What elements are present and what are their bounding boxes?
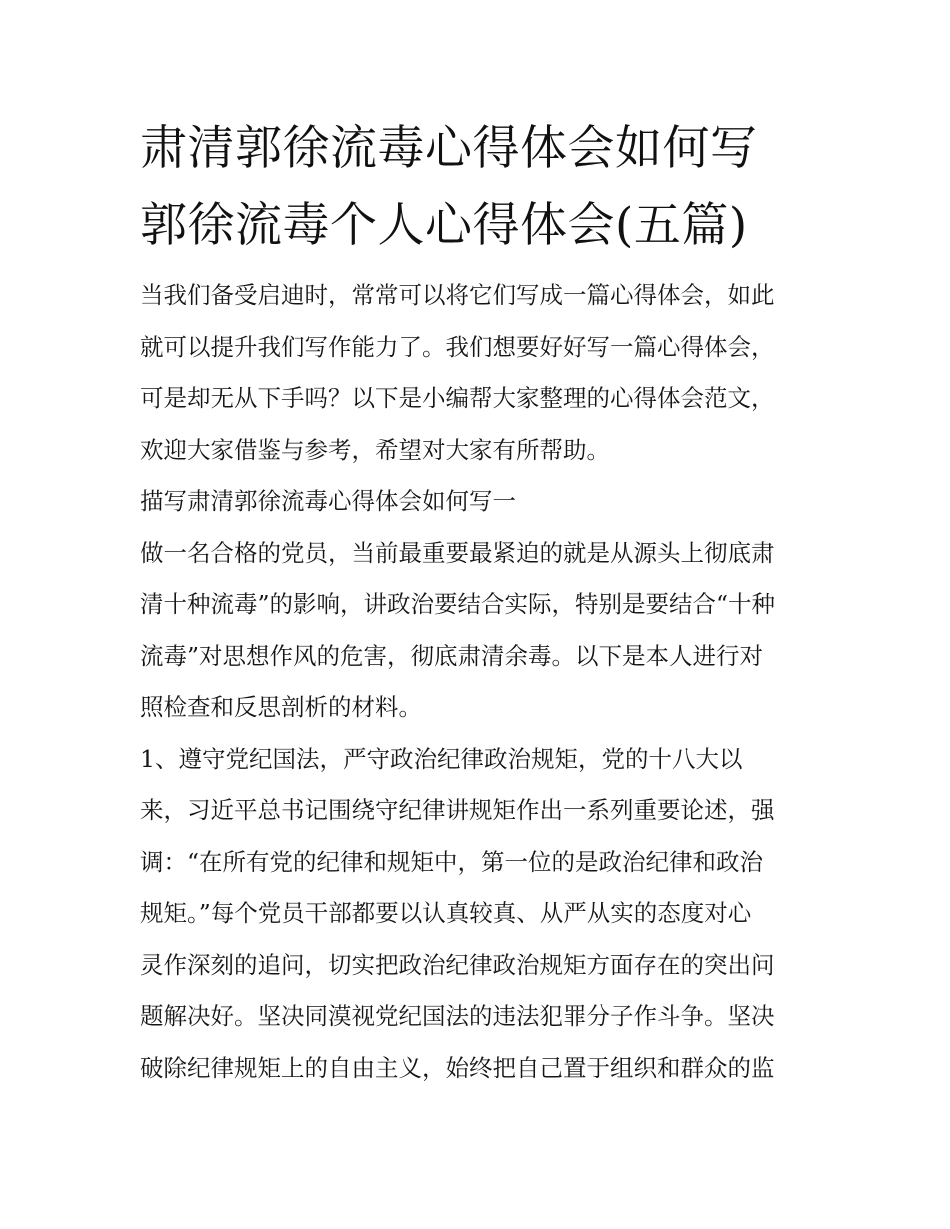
paragraph-line: 题解决好。坚决同漠视党纪国法的违法犯罪分子作斗争。坚决: [140, 1002, 775, 1030]
title-line: 肃清郭徐流毒心得体会如何写: [140, 121, 758, 176]
title-line: 郭徐流毒个人心得体会(五篇): [140, 198, 748, 253]
paragraph-line: 来，习近平总书记围绕守纪律讲规矩作出一系列重要论述，强: [140, 796, 775, 824]
intro-line: 欢迎大家借鉴与参考，希望对大家有所帮助。: [140, 435, 610, 464]
paragraph-line: 破除纪律规矩上的自由主义，始终把自己置于组织和群众的监: [140, 1053, 775, 1082]
intro-line: 可是却无从下手吗？以下是小编帮大家整理的心得体会范文，: [140, 384, 775, 412]
paragraph-line: 规矩。”每个党员干部都要以认真较真、从严从实的态度对心: [140, 899, 752, 927]
intro-line: 当我们备受启迪时，常常可以将它们写成一篇心得体会，如此: [140, 281, 775, 309]
document-title: [140, 110, 820, 264]
intro-line: 就可以提升我们写作能力了。我们想要好好写一篇心得体会，: [140, 332, 775, 361]
document-page: [140, 110, 820, 1094]
intro-paragraph: [140, 270, 820, 476]
paragraph-line: 调：“在所有党的纪律和规矩中，第一位的是政治纪律和政治: [140, 847, 764, 876]
body-paragraph-2: [140, 734, 820, 1095]
document-body: [140, 270, 820, 1094]
paragraph-line: 做一名合格的党员，当前最重要最紧迫的就是从源头上彻底肃: [140, 538, 775, 567]
paragraph-line: 灵作深刻的追问，切实把政治纪律政治规矩方面存在的突出问: [140, 950, 775, 979]
paragraph-line: 1、遵守党纪国法，严守政治纪律政治规矩，党的十八大以: [140, 744, 743, 773]
section-heading: 描写肃清郭徐流毒心得体会如何写一: [140, 487, 516, 515]
paragraph-line: 流毒”对思想作风的危害，彻底肃清余毒。以下是本人进行对: [140, 641, 764, 670]
paragraph-line: 照检查和反思剖析的材料。: [140, 693, 422, 721]
body-paragraph-1: [140, 528, 820, 734]
paragraph-line: 清十种流毒”的影响，讲政治要结合实际，特别是要结合“十种: [140, 590, 776, 618]
